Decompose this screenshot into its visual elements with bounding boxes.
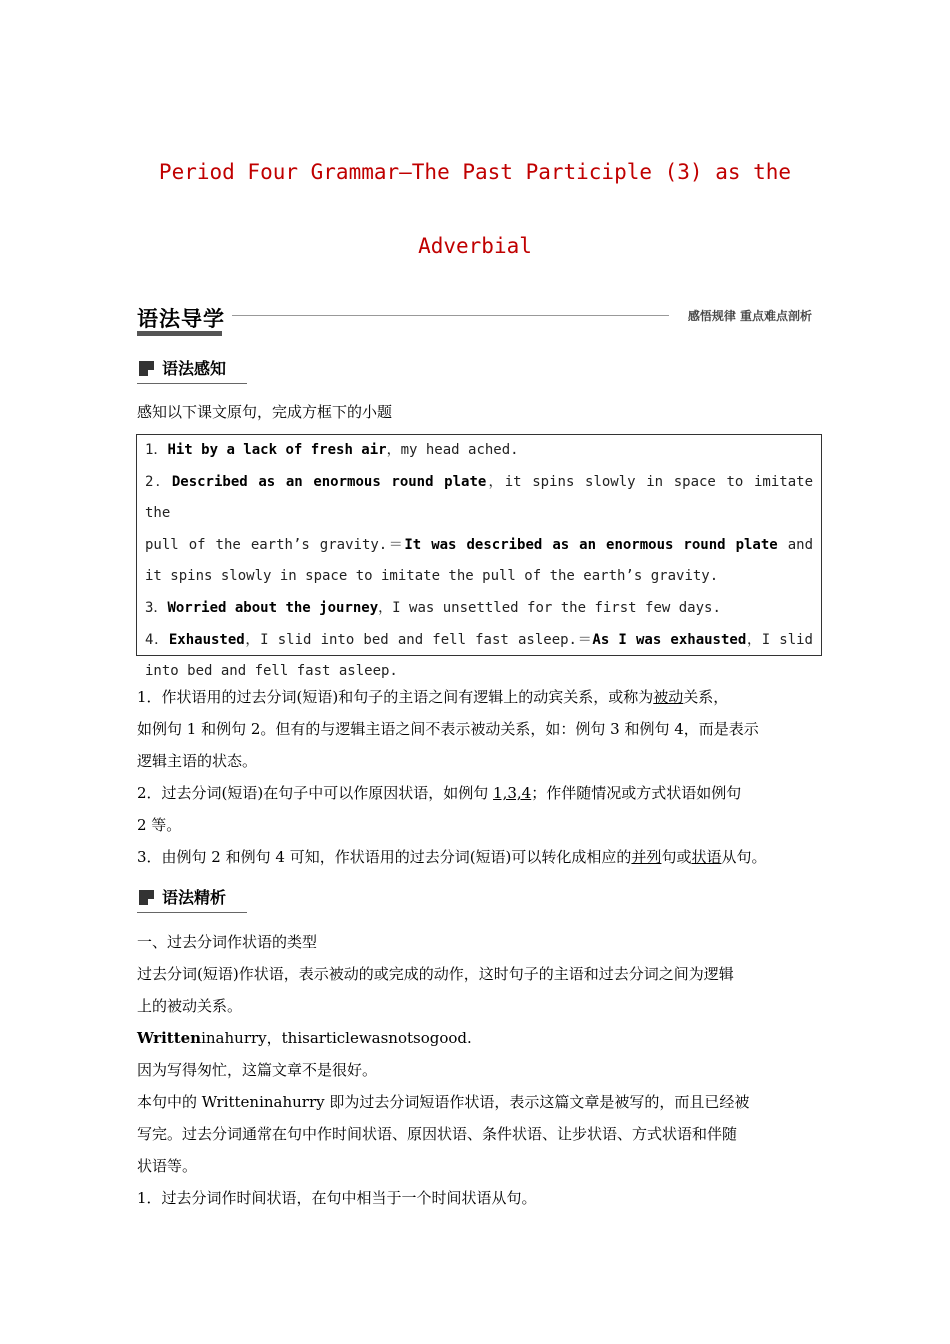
section-underline <box>137 912 247 913</box>
answer-blank: 并列 <box>631 848 662 866</box>
example-number: 2． <box>145 473 172 490</box>
page-title-line2: Adverbial <box>418 234 532 258</box>
section-label: 语法精析 <box>162 888 227 907</box>
square-bullet-icon <box>139 361 154 376</box>
example-4-line1 <box>145 625 813 657</box>
page-title-line1: Period Four Grammar—The Past Participle (3) as the <box>158 160 792 184</box>
point-text: 2．过去分词(短语)在句子中可以作原因状语，如例句 <box>137 784 494 802</box>
example-4-line2: into bed and fell fast asleep. <box>145 663 398 680</box>
point-text: ；作伴随情况或方式状语如例句 <box>531 784 742 802</box>
example-2-line3: it spins slowly in space to imitate the pull of the earth’s gravity. <box>145 568 719 585</box>
example-highlight: Described as an enormous round plate <box>171 473 487 490</box>
answer-blank: 状语 <box>691 848 722 866</box>
example-number: 4． <box>145 631 169 648</box>
example-highlight: Hit by a lack of fresh air <box>167 442 387 458</box>
example-2-line2 <box>145 530 813 562</box>
example-2-line1 <box>145 467 813 530</box>
banner-label: 语法导学 <box>137 307 225 331</box>
example-text: ，it spins slowly in space to imitate the <box>145 473 813 522</box>
example-number: 3． <box>145 599 168 616</box>
point-text: 3．由例句 2 和例句 4 可知，作状语用的过去分词(短语)可以转化成相应的 <box>137 848 632 866</box>
point-text: 关系， <box>683 688 729 706</box>
intro-text: 感知以下课文原句，完成方框下的小题 <box>137 403 393 421</box>
point-text: 2 等。 <box>137 816 182 834</box>
grammar-guide-banner <box>137 303 812 337</box>
point-3 <box>137 841 837 873</box>
description-text: 过去分词(短语)作状语，表示被动的或完成的动作，这时句子的主语和过去分词之间为逻辑 <box>137 965 734 983</box>
section-header-perception <box>137 355 247 385</box>
analysis-heading: 一、过去分词作状语的类型 <box>137 933 318 951</box>
banner-divider <box>232 315 669 316</box>
point-text: 句或 <box>661 848 692 866</box>
example-highlight: Worried about the journey <box>167 599 379 616</box>
point-text: 如例句 1 和例句 2。但有的与逻辑主语之间不表示被动关系，如：例句 3 和例句 4，而是表示 <box>137 720 759 738</box>
explanation-text: 写完。过去分词通常在句中作时间状语、原因状语、条件状语、让步状语、方式状语和伴随 <box>137 1125 738 1143</box>
example-3 <box>145 593 813 625</box>
point-text: 从句。 <box>721 848 767 866</box>
example-highlight: As I was exhausted <box>592 631 747 648</box>
analysis-example <box>137 1022 817 1054</box>
example-text: pull of the earth’s gravity.＝ <box>145 536 405 553</box>
point-1 <box>137 681 817 777</box>
analysis-explanation <box>137 1086 817 1182</box>
example-text: inahurry，thisarticlewasnotsogood. <box>201 1029 472 1047</box>
analysis-description <box>137 958 817 1022</box>
example-1 <box>145 435 813 467</box>
analysis-point-1: 1．过去分词作时间状语，在句中相当于一个时间状语从句。 <box>137 1189 537 1207</box>
explanation-text: 本句中的 Writteninahurry 即为过去分词短语作状语，表示这篇文章是被写的，而且已经被 <box>137 1093 750 1111</box>
example-highlight: Exhausted <box>168 631 245 648</box>
section-label: 语法感知 <box>162 359 227 378</box>
point-2 <box>137 777 817 841</box>
point-text: 1．作状语用的过去分词(短语)和句子的主语之间有逻辑上的动宾关系，或称为 <box>137 688 654 706</box>
example-text: ，I slid <box>746 631 813 648</box>
explanation-text: 状语等。 <box>137 1157 198 1175</box>
example-text: and <box>777 536 813 553</box>
example-highlight: It was described as an enormous round plate <box>404 536 778 553</box>
section-header-analysis <box>137 884 247 914</box>
answer-blank: 被动 <box>653 688 684 706</box>
example-text: ，I was unsettled for the first few days. <box>378 599 721 616</box>
example-translation: 因为写得匆忙，这篇文章不是很好。 <box>137 1061 378 1079</box>
answer-blank: 1,3,4 <box>493 784 532 802</box>
point-text: 逻辑主语的状态。 <box>137 752 258 770</box>
example-sentences-box <box>136 434 822 680</box>
square-bullet-icon <box>139 890 154 905</box>
section-underline <box>137 383 247 384</box>
example-text: ，I slid into bed and fell fast asleep.＝ <box>244 631 593 648</box>
description-text: 上的被动关系。 <box>137 997 243 1015</box>
example-text: ，my head ached. <box>386 442 519 458</box>
example-number: 1． <box>145 442 168 458</box>
banner-underline <box>137 331 222 336</box>
example-highlight: Written <box>137 1029 202 1047</box>
banner-subtitle: 感悟规律 重点难点剖析 <box>687 309 812 323</box>
